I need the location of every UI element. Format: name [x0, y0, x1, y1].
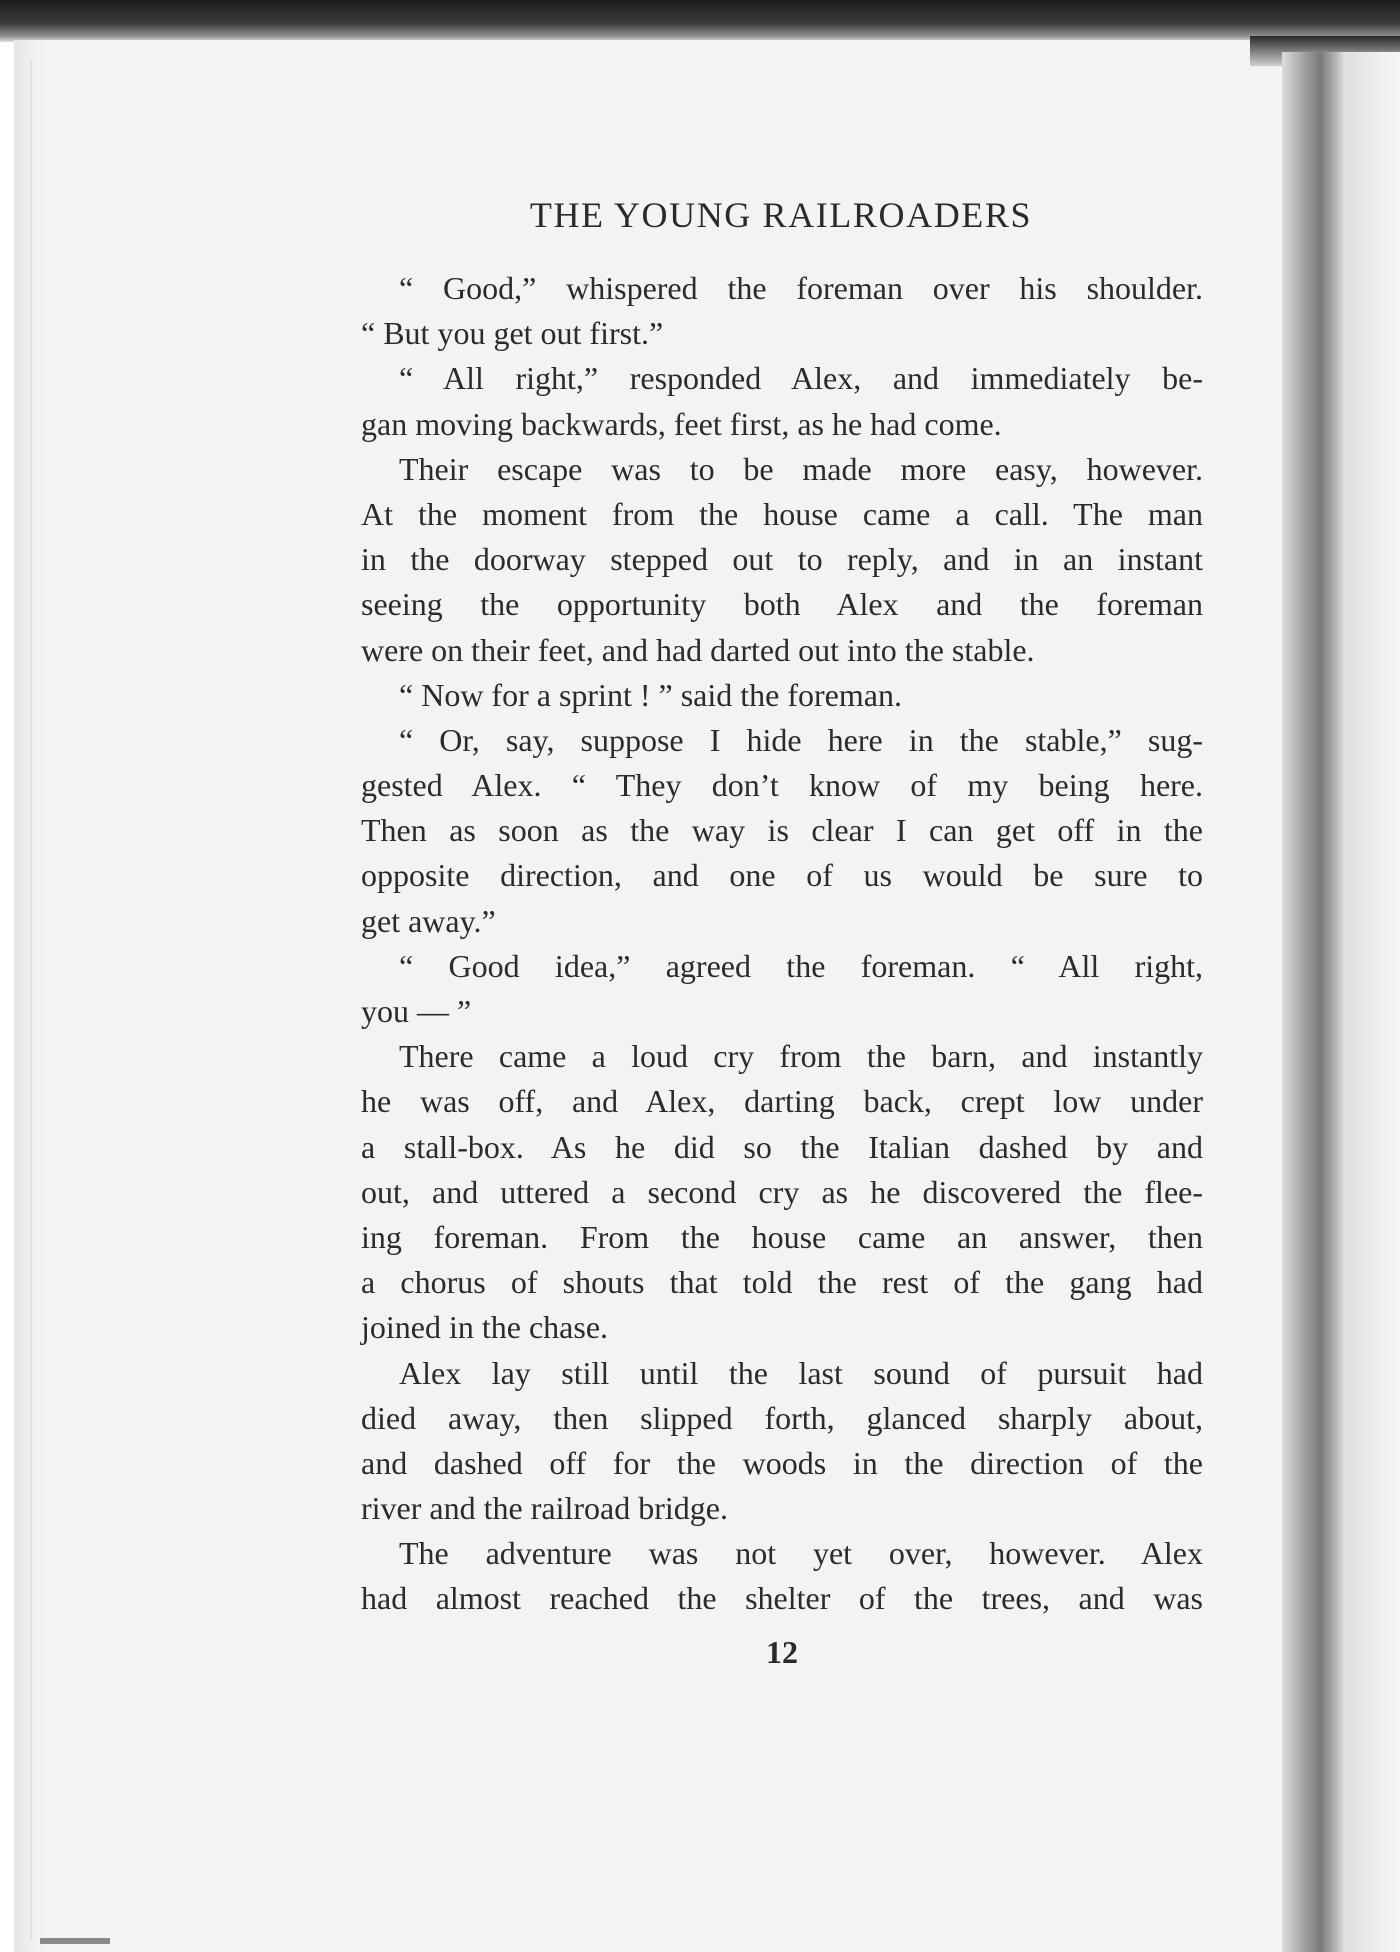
text-line: joined in the chase.: [361, 1309, 609, 1346]
text-line: gested Alex. “ They don’t know of my being here.: [361, 767, 1203, 804]
text-line: “ Or, say, suppose I hide here in the stable,” sug-: [399, 721, 1203, 758]
text-line: “ All right,” responded Alex, and immediately be-: [399, 360, 1203, 397]
text-line: “ Good idea,” agreed the foreman. “ All right,: [399, 947, 1203, 984]
binding-line: [30, 60, 32, 1940]
text-line: out, and uttered a second cry as he discovered the flee-: [361, 1173, 1203, 1210]
text-line: Their escape was to be made more easy, however.: [399, 450, 1203, 487]
text-line: Alex lay still until the last sound of pursuit had: [399, 1354, 1203, 1391]
text-line: in the doorway stepped out to reply, and in an instant: [361, 541, 1203, 578]
text-line: were on their feet, and had darted out into the stable.: [361, 631, 1035, 668]
bottom-edge-mark: [40, 1938, 110, 1944]
text-line: seeing the opportunity both Alex and the foreman: [361, 586, 1203, 623]
text-line: “ Now for a sprint ! ” said the foreman.: [399, 676, 902, 713]
text-line: had almost reached the shelter of the trees, and was: [361, 1580, 1203, 1617]
page-fore-edge: [1282, 52, 1346, 1952]
text-line: At the moment from the house came a call. The man: [361, 495, 1203, 532]
text-line: ing foreman. From the house came an answer, then: [361, 1218, 1203, 1255]
text-line: The adventure was not yet over, however. Alex: [399, 1535, 1203, 1572]
text-line: “ Good,” whispered the foreman over his shoulder.: [399, 270, 1203, 306]
text-line: he was off, and Alex, darting back, crept low under: [361, 1083, 1203, 1120]
text-line: gan moving backwards, feet first, as he had come.: [361, 405, 1002, 442]
text-line: and dashed off for the woods in the direction of the: [361, 1444, 1203, 1481]
scanner-top-shadow: [0, 0, 1400, 42]
text-line: get away.”: [361, 902, 496, 939]
text-line: There came a loud cry from the barn, and instantly: [399, 1038, 1203, 1075]
fore-edge-margin: [1346, 52, 1400, 1952]
text-line: a chorus of shouts that told the rest of the gang had: [361, 1264, 1203, 1301]
text-line: Then as soon as the way is clear I can get off in the: [361, 812, 1203, 849]
text-line: “ But you get out first.”: [361, 315, 664, 352]
body-text: [361, 266, 1203, 1622]
page-number: 12: [766, 1634, 798, 1670]
text-line: river and the railroad bridge.: [361, 1490, 728, 1527]
text-line: you — ”: [361, 993, 472, 1029]
text-line: opposite direction, and one of us would be sure to: [361, 857, 1203, 894]
text-line: died away, then slipped forth, glanced sharply about,: [361, 1399, 1203, 1436]
running-head: THE YOUNG RAILROADERS: [529, 195, 1033, 235]
text-line: a stall-box. As he did so the Italian dashed by and: [361, 1128, 1203, 1165]
